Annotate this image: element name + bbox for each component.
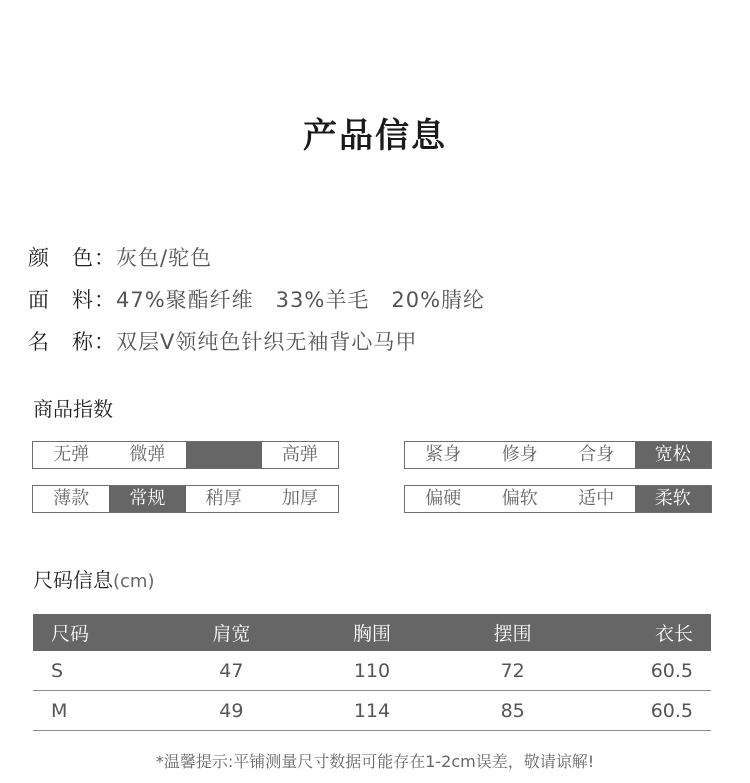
index-section-title: 商品指数 (33, 397, 113, 421)
table-cell: 49 (161, 691, 302, 731)
table-cell: 60.5 (583, 651, 711, 691)
info-fabric-label: 面 料： (28, 288, 116, 312)
elasticity-option: 无弹 (53, 444, 90, 465)
thickness-option: 常规 (109, 486, 185, 512)
softness-option: 偏软 (501, 488, 538, 509)
info-name-value: 双层V领纯色针织无袖背心马甲 (116, 330, 418, 354)
softness-option: 偏硬 (425, 488, 462, 509)
fit-option: 合身 (578, 444, 615, 465)
header-cell: 衣长 (583, 614, 711, 651)
info-fabric-value: 47%聚酯纤维 33%羊毛 20%腈纶 (116, 288, 486, 312)
info-color-value: 灰色/驼色 (116, 246, 213, 270)
size-section-title (33, 566, 154, 596)
size-title: 尺码信息 (33, 568, 113, 592)
elasticity-option: 高弹 (281, 444, 318, 465)
softness-option: 柔软 (635, 486, 712, 512)
table-cell: 60.5 (583, 691, 711, 731)
table-cell: 114 (302, 691, 443, 731)
info-name-label: 名 称： (28, 330, 116, 354)
elasticity-option: 微弹 (129, 444, 166, 465)
info-color-row (28, 243, 212, 273)
measurement-note: *温馨提示:平铺测量尺寸数据可能存在1-2cm误差，敬请谅解! (155, 752, 595, 771)
thickness-option: 稍厚 (205, 488, 242, 509)
header-cell: 肩宽 (161, 614, 302, 651)
header-cell: 摆围 (442, 614, 583, 651)
info-name-row (28, 327, 417, 357)
softness-scale (404, 485, 712, 513)
elasticity-scale (32, 441, 339, 469)
table-cell: 110 (302, 651, 443, 691)
fit-option: 紧身 (425, 444, 462, 465)
fit-option: 宽松 (635, 442, 712, 468)
size-table-header (33, 614, 711, 651)
info-fabric-row (28, 285, 485, 315)
thickness-option: 加厚 (281, 488, 318, 509)
table-cell: 47 (161, 651, 302, 691)
softness-option: 适中 (578, 488, 615, 509)
size-unit: (cm) (113, 571, 155, 592)
size-table (33, 614, 711, 731)
table-row (33, 691, 711, 731)
fit-option: 修身 (501, 444, 538, 465)
header-cell: 尺码 (33, 614, 161, 651)
page-title: 产品信息 (303, 116, 447, 156)
table-cell: 72 (442, 651, 583, 691)
info-color-label: 颜 色： (28, 246, 116, 270)
table-cell: S (33, 651, 161, 691)
table-cell: M (33, 691, 161, 731)
table-row (33, 651, 711, 691)
thickness-option: 薄款 (53, 488, 90, 509)
thickness-scale (32, 485, 339, 513)
fit-scale (404, 441, 712, 469)
table-cell: 85 (442, 691, 583, 731)
header-cell: 胸围 (302, 614, 443, 651)
elasticity-option (186, 442, 262, 468)
